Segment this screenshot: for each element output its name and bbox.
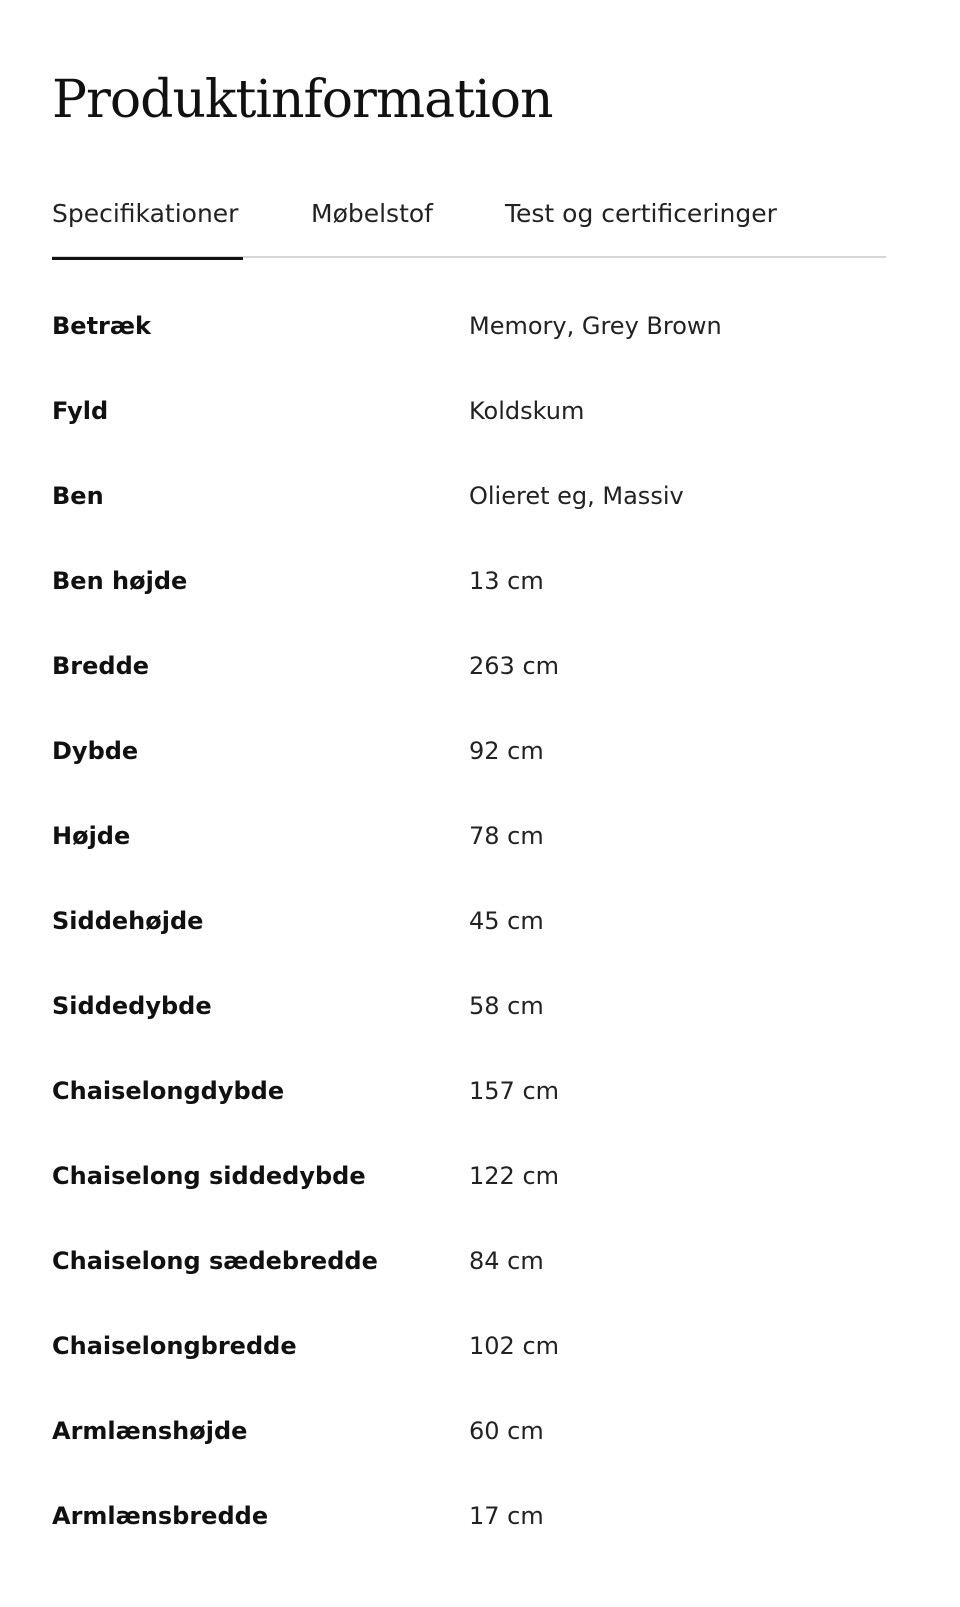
spec-value: 92 cm: [469, 736, 544, 765]
spec-value: 58 cm: [469, 991, 544, 1020]
spec-row: [52, 623, 886, 708]
spec-row: [52, 708, 886, 793]
spec-row: [52, 538, 886, 623]
spec-row: [52, 963, 886, 1048]
spec-value: 13 cm: [469, 566, 544, 595]
spec-row: [52, 1133, 886, 1218]
spec-value: 17 cm: [469, 1501, 544, 1530]
spec-label: Bredde: [52, 651, 150, 680]
spec-value: Koldskum: [469, 396, 585, 425]
spec-value: 122 cm: [469, 1161, 560, 1190]
spec-value: 263 cm: [469, 651, 560, 680]
spec-value: 102 cm: [469, 1331, 560, 1360]
tab-specifications[interactable]: Specifikationer: [52, 192, 243, 258]
spec-row: [52, 1303, 886, 1388]
tab-bar: [52, 192, 886, 258]
spec-value: Memory, Grey Brown: [469, 311, 722, 340]
spec-label: Betræk: [52, 311, 151, 340]
spec-row: [52, 1388, 886, 1473]
spec-row: [52, 878, 886, 963]
spec-value: 45 cm: [469, 906, 544, 935]
specification-list: [52, 283, 886, 1558]
spec-label: Chaiselongbredde: [52, 1331, 297, 1360]
spec-value: 84 cm: [469, 1246, 544, 1275]
spec-row: [52, 368, 886, 453]
spec-value: 60 cm: [469, 1416, 544, 1445]
tab-tests-certifications[interactable]: Test og certificeringer: [505, 199, 777, 228]
spec-label: Siddedybde: [52, 991, 212, 1020]
spec-label: Chaiselong sædebredde: [52, 1246, 378, 1275]
spec-label: Armlænshøjde: [52, 1416, 248, 1445]
spec-row: [52, 1048, 886, 1133]
spec-row: [52, 453, 886, 538]
spec-label: Ben: [52, 481, 104, 510]
spec-label: Siddehøjde: [52, 906, 204, 935]
spec-value: 157 cm: [469, 1076, 560, 1105]
spec-label: Dybde: [52, 736, 139, 765]
page-title: Produktinformation: [52, 70, 553, 130]
spec-label: Ben højde: [52, 566, 188, 595]
spec-row: [52, 1218, 886, 1303]
spec-label: Fyld: [52, 396, 109, 425]
spec-row: [52, 793, 886, 878]
spec-value: Olieret eg, Massiv: [469, 481, 684, 510]
spec-label: Højde: [52, 821, 131, 850]
spec-label: Chaiselongdybde: [52, 1076, 285, 1105]
spec-label: Chaiselong siddedybde: [52, 1161, 366, 1190]
spec-value: 78 cm: [469, 821, 544, 850]
spec-row: [52, 1473, 886, 1558]
tab-upholstery-fabric[interactable]: Møbelstof: [311, 199, 433, 228]
spec-row: [52, 283, 886, 368]
spec-label: Armlænsbredde: [52, 1501, 269, 1530]
